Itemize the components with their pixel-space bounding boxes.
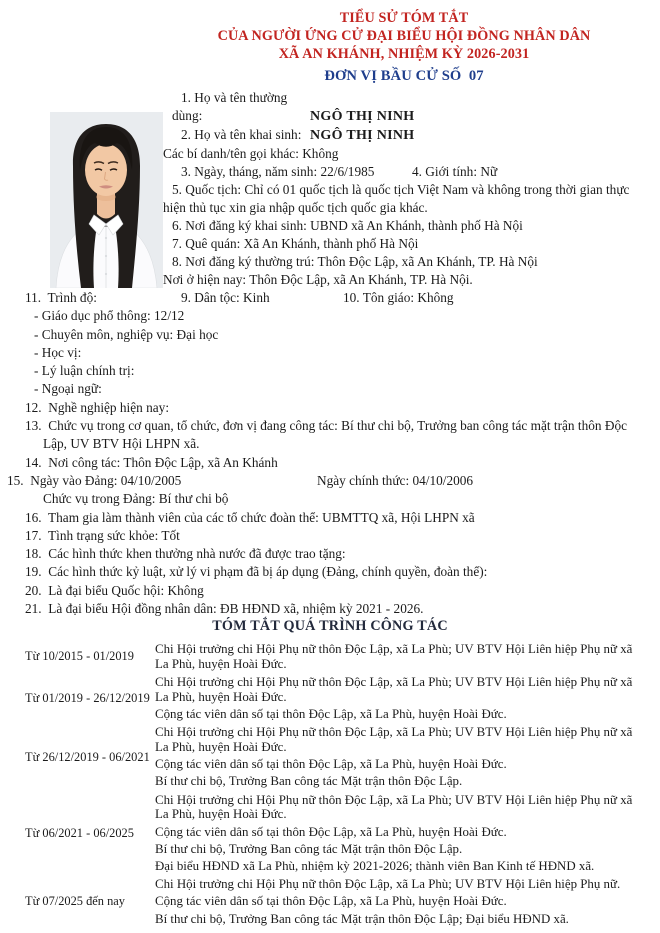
career-entry: Chi Hội trưởng chi Hội Phụ nữ thôn Độc Lập, xã La Phù; UV BTV Hội Liên hiệp Phụ nữ xã La Phù, huyện Hoài Đức.: [155, 675, 633, 704]
field-organization-memberships: 16. Tham gia làm thành viên của các tổ chức đoàn thể: UBMTTQ xã, Hội LHPN xã: [25, 509, 475, 525]
career-entry: Bí thư chi bộ, Trưởng Ban công tác Mặt trận thôn Độc Lập; Đại biểu HĐND xã.: [155, 911, 569, 926]
field-birth-name-label: 2. Họ và tên khai sinh:: [181, 127, 302, 142]
field-state-awards: 18. Các hình thức khen thưởng nhà nước đã được trao tặng:: [25, 546, 346, 562]
field-current-residence: Nơi ở hiện nay: Thôn Độc Lập, xã An Khánh, TP. Hà Nội.: [163, 272, 473, 287]
doc-title-line2: CỦA NGƯỜI ỨNG CỬ ĐẠI BIỂU HỘI ĐỒNG NHÂN DÂN: [217, 28, 591, 44]
field-academic-degree: - Học vị:: [34, 344, 82, 360]
career-description: [155, 673, 647, 723]
career-entry: Chi Hội trưởng chi Hội Phụ nữ thôn Độc Lập, xã La Phù; UV BTV Hội Liên hiệp Phụ nữ xã La Phù, huyện Hoài Đức.: [155, 642, 633, 671]
field-common-name: [163, 89, 655, 126]
career-history-table: [25, 640, 647, 928]
career-entry: Cộng tác viên dân số tại thôn Độc Lập, xã La Phù, huyện Hoài Đức.: [155, 706, 507, 721]
field-common-name-label: 1. Họ và tên thường dùng:: [172, 90, 288, 123]
career-description: [155, 640, 647, 673]
career-entry: Chi Hội trưởng chi Hội Phụ nữ thôn Độc Lập, xã La Phù; UV BTV Hội Liên hiệp Phụ nữ.: [155, 877, 621, 892]
career-entry: Bí thư chi bộ, Trưởng Ban công tác Mặt trận thôn Độc Lập.: [155, 774, 463, 789]
field-birth-name-value: NGÔ THỊ NINH: [310, 128, 415, 143]
field-gender: 4. Giới tính: Nữ: [412, 164, 498, 179]
career-period: Từ 10/2015 - 01/2019: [25, 649, 134, 664]
field-party-position: Chức vụ trong Đảng: Bí thư chi bộ: [43, 491, 229, 507]
field-common-name-value: NGÔ THỊ NINH: [310, 109, 415, 124]
career-entry: Cộng tác viên dân số tại thôn Độc Lập, xã La Phù, huyện Hoài Đức.: [155, 757, 507, 772]
field-health-status: 17. Tình trạng sức khỏe: Tốt: [25, 527, 180, 543]
field-aliases: Các bí danh/tên gọi khác: Không: [163, 146, 339, 161]
field-party-official-date: Ngày chính thức: 04/10/2006: [317, 472, 474, 488]
field-permanent-residence: 8. Nơi đăng ký thường trú: Thôn Độc Lập, xã An Khánh, TP. Hà Nội: [172, 254, 538, 269]
field-birth-registration-place: 6. Nơi đăng ký khai sinh: UBND xã An Khánh, thành phố Hà Nội: [172, 218, 523, 233]
field-education-level: 11. Trình độ:: [25, 290, 97, 305]
career-entry: Đại biểu HĐND xã La Phù, nhiệm kỳ 2021-2026; thành viên Ban Kinh tế HĐND xã.: [155, 858, 595, 873]
field-date-of-birth: 3. Ngày, tháng, năm sinh: 22/6/1985: [181, 164, 375, 179]
field-party-admission-date: 15. Ngày vào Đảng: 04/10/2005: [7, 472, 182, 488]
career-description: [155, 791, 647, 875]
field-hometown: 7. Quê quán: Xã An Khánh, thành phố Hà Nội: [172, 236, 419, 251]
field-foreign-language: - Ngoại ngữ:: [34, 381, 102, 397]
career-entry: Chi Hội trưởng chi Hội Phụ nữ thôn Độc Lập, xã La Phù; UV BTV Hội Liên hiệp Phụ nữ xã La Phù, huyện Hoài Đức.: [155, 725, 633, 755]
field-peoples-council-member: 21. Là đại biểu Hội đồng nhân dân: ĐB HĐND xã, nhiệm kỳ 2021 - 2026.: [25, 601, 424, 617]
career-row: [25, 723, 647, 790]
field-workplace: 14. Nơi công tác: Thôn Độc Lập, xã An Khánh: [25, 454, 278, 470]
career-description: [155, 875, 647, 928]
field-general-education: - Giáo dục phổ thông: 12/12: [34, 308, 185, 324]
career-row: [25, 640, 647, 673]
career-row: [25, 673, 647, 723]
career-period: Từ 26/12/2019 - 06/2021: [25, 749, 150, 764]
field-disciplinary-actions: 19. Các hình thức kỷ luật, xử lý vi phạm đã bị áp dụng (Đảng, chính quyền, đoàn thể):: [25, 564, 488, 580]
field-national-assembly-member: 20. Là đại biểu Quốc hội: Không: [25, 582, 204, 598]
document-header: [150, 9, 658, 85]
career-section-title: TÓM TẮT QUÁ TRÌNH CÔNG TÁC: [212, 618, 448, 634]
portrait-photo-graphic: [50, 112, 163, 288]
field-dob-gender: [163, 163, 655, 181]
field-ethnicity: 9. Dân tộc: Kinh: [181, 290, 270, 305]
career-entry: Cộng tác viên dân số tại thôn Độc Lập, xã La Phù, huyện Hoài Đức.: [155, 894, 507, 909]
field-current-occupation: 12. Nghề nghiệp hiện nay:: [25, 399, 170, 415]
career-entry: Cộng tác viên dân số tại thôn Độc Lập, xã La Phù, huyện Hoài Đức.: [155, 824, 507, 839]
career-description: [155, 723, 647, 790]
doc-title-line3: XÃ AN KHÁNH, NHIỆM KỲ 2026-2031: [278, 46, 530, 62]
personal-info-section: [163, 89, 655, 307]
field-party-dates: [7, 472, 647, 490]
field-professional-qualification: - Chuyên môn, nghiệp vụ: Đại học: [34, 326, 219, 342]
field-political-theory: - Lý luận chính trị:: [34, 363, 135, 379]
doc-title-line1: TIỂU SỬ TÓM TẮT: [339, 10, 469, 26]
candidate-photo: [50, 112, 163, 288]
career-row: [25, 791, 647, 875]
career-period: Từ 01/2019 - 26/12/2019: [25, 690, 150, 705]
career-period: Từ 07/2025 đến nay: [25, 894, 125, 909]
ballot-unit-line: ĐƠN VỊ BẦU CỬ SỐ 07: [324, 68, 484, 84]
career-period: Từ 06/2021 - 06/2025: [25, 825, 134, 840]
field-birth-name: [163, 126, 655, 145]
details-section: [7, 289, 647, 618]
shirt-button: [105, 273, 107, 275]
shirt-button: [105, 255, 107, 257]
shirt-button: [105, 237, 107, 239]
career-row: [25, 875, 647, 928]
field-current-position: 13. Chức vụ trong cơ quan, tổ chức, đơn vị đang công tác: Bí thư chi bộ, Trưởng ban công tác mặt trận thôn Độc Lập, UV BTV Hội LHPN xã.: [25, 418, 631, 452]
field-nationality: 5. Quốc tịch: Chỉ có 01 quốc tịch là quốc tịch Việt Nam và không trong thời gian thực hiện thủ tục xin gia nhập quốc tịch quốc gia khác.: [163, 182, 630, 215]
field-religion: 10. Tôn giáo: Không: [343, 290, 454, 305]
career-entry: Bí thư chi bộ, Trưởng Ban công tác Mặt trận thôn Độc Lập.: [155, 841, 463, 856]
career-entry: Chi Hội trưởng chi Hội Phụ nữ thôn Độc Lập, xã La Phù; UV BTV Hội Liên hiệp Phụ nữ xã La Phù, huyện Hoài Đức.: [155, 792, 633, 822]
